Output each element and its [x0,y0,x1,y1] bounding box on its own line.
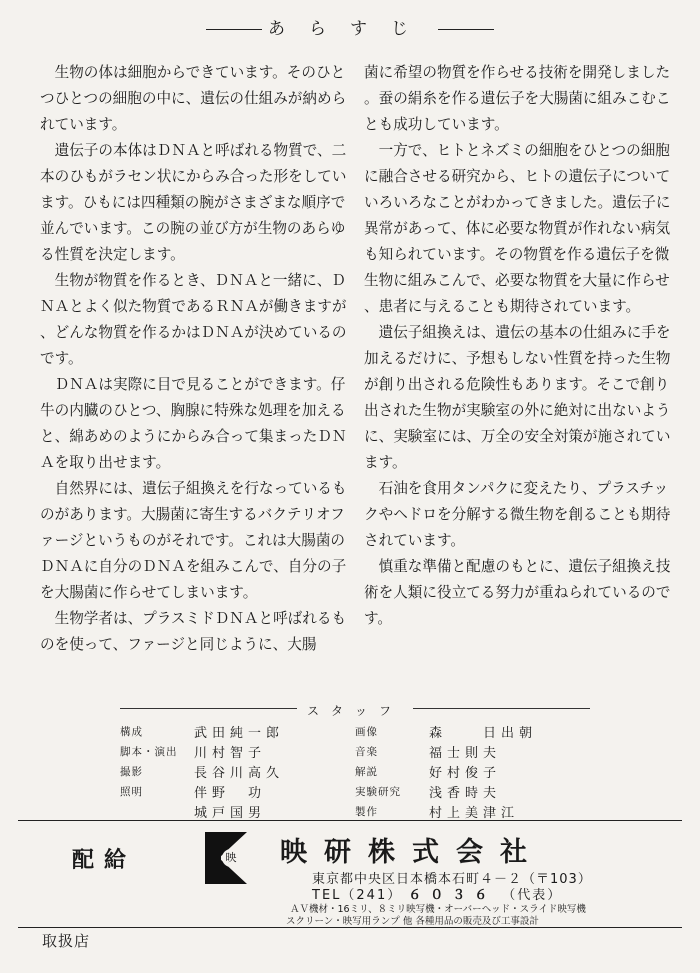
staff-name: 村上美津江 [429,806,520,821]
paragraph: 生物が物質を作るとき、ＤＮＡと一緒に、ＤＮＡとよく似た物質であるＲＮＡが働きますが、どんな物質を作るかはＤＮＡが決めているのです。 [40,272,347,367]
staff-row [355,802,590,821]
staff-row [355,782,590,801]
staff-row [120,742,355,761]
staff-row [120,762,355,781]
company-name: 映研株式会社 [280,837,544,868]
title-right-rule [438,29,494,30]
staff-role: 構成 [120,726,143,738]
staff-name: 武田純一郎 [194,726,285,741]
products-line-1: ＡＶ機材・16ミリ、８ミリ映写機・オーバーヘッド・スライド映写機 [290,904,586,915]
staff-role: 解説 [355,766,378,778]
paragraph: 自然界には、遺伝子組換えを行なっているものがあります。大腸菌に寄生するバクテリオファージというものがそれです。これは大腸菌のＤＮＡに自分のＤＮＡを組みこんで、自分の子を大腸菌に作らせてしまいます。 [40,480,347,601]
footer-bottom-rule [18,927,682,928]
staff-role: 実験研究 [355,786,401,798]
staff-role: 画像 [355,726,378,738]
staff-name: 好村俊子 [429,766,502,781]
staff-role: 撮影 [120,766,143,778]
staff-name: 伴野 功 [194,786,267,801]
title-left-rule [206,29,262,30]
company-address: 東京都中央区日本橋本石町４－２（〒103） [312,872,592,887]
staff-row [355,762,590,781]
tel-number: ６０３６ [408,888,497,903]
staff-name: 森 日出朝 [429,726,538,741]
staff-role: 照明 [120,786,143,798]
staff-row [120,722,355,741]
staff-role: 脚本・演出 [120,746,178,758]
tel-suffix: （代表） [502,888,563,903]
staff-name: 福士則夫 [429,746,502,761]
paragraph: 生物学者は、プラスミドＤＮＡと呼ばれるものを使って、ファージと同じように、大腸 [40,610,347,653]
paragraph: 生物の体は細胞からできています。そのひとつひとつの細胞の中に、遺伝の仕組みが納められています。 [40,64,347,133]
staff-name: 川村智子 [194,746,267,761]
staff-heading-text: スタッフ [297,704,413,718]
paragraph-continuation: 菌に希望の物質を作らせる技術を開発しました。蚕の絹糸を作る遺伝子を大腸菌に組みこむことも成功しています。 [364,64,671,133]
page-title [0,14,700,39]
right-column [364,60,682,632]
products-line-2: スクリーン・映写用ランプ 他 各種用品の販売及び工事設計 [286,916,539,927]
staff-role: 製作 [355,806,378,818]
paragraph: 一方で、ヒトとネズミの細胞をひとつの細胞に融合させる研究から、ヒトの遺伝子についていろいろなことがわかってきました。遺伝子に異常があって、体に必要な物質が作れない病気も知られています。その物質を作る遺伝子を微生物に組みこんで、必要な物質を大量に作らせ、患者に与えることも期待されています。 [364,142,671,315]
logo-mark: 映 [222,849,240,867]
staff-name: 長谷川高久 [194,766,285,781]
paragraph: 石油を食用タンパクに変えたり、プラスチックやヘドロを分解する微生物を創ることも期待されています。 [364,480,671,549]
staff-name: 浅香時夫 [429,786,502,801]
staff-name: 城戸国男 [194,806,267,821]
title-text: あらすじ [268,19,432,39]
left-column [40,60,358,658]
tel-label: TEL（241） [312,888,403,903]
staff-heading [120,704,590,723]
staff-row [120,782,355,801]
staff-role: 音楽 [355,746,378,758]
staff-row [120,802,355,821]
staff-row [355,722,590,741]
paragraph: ＤＮＡは実際に目で見ることができます。仔牛の内臓のひとつ、胸腺に特殊な処理を加えると、綿あめのようにからみ合って集まったＤＮＡを取り出せます。 [40,376,347,471]
paragraph: 遺伝子組換えは、遺伝の基本の仕組みに手を加えるだけに、予想もしない性質を持った生物が創り出される危険性もあります。そこで創り出された生物が実験室の外に絶対に出ないように、実験室には、万全の安全対策が施されています。 [364,324,671,471]
staff-grid [120,722,590,821]
company-logo-icon [205,832,247,884]
paragraph: 遺伝子の本体はＤＮＡと呼ばれる物質で、二本のひもがラセン状にからみ合った形をしています。ひもには四種類の腕がさまざまな順序で並んでいます。この腕の並び方が生物のあらゆる性質を決定します。 [40,142,347,263]
paragraph: 慎重な準備と配慮のもとに、遺伝子組換え技術を人類に役立てる努力が重ねられているのです。 [364,558,671,627]
footer-top-rule [18,820,682,821]
distribution-label: 配給 [72,848,137,873]
staff-credits [120,704,590,821]
dealer-label: 取扱店 [42,932,91,950]
staff-row [355,742,590,761]
